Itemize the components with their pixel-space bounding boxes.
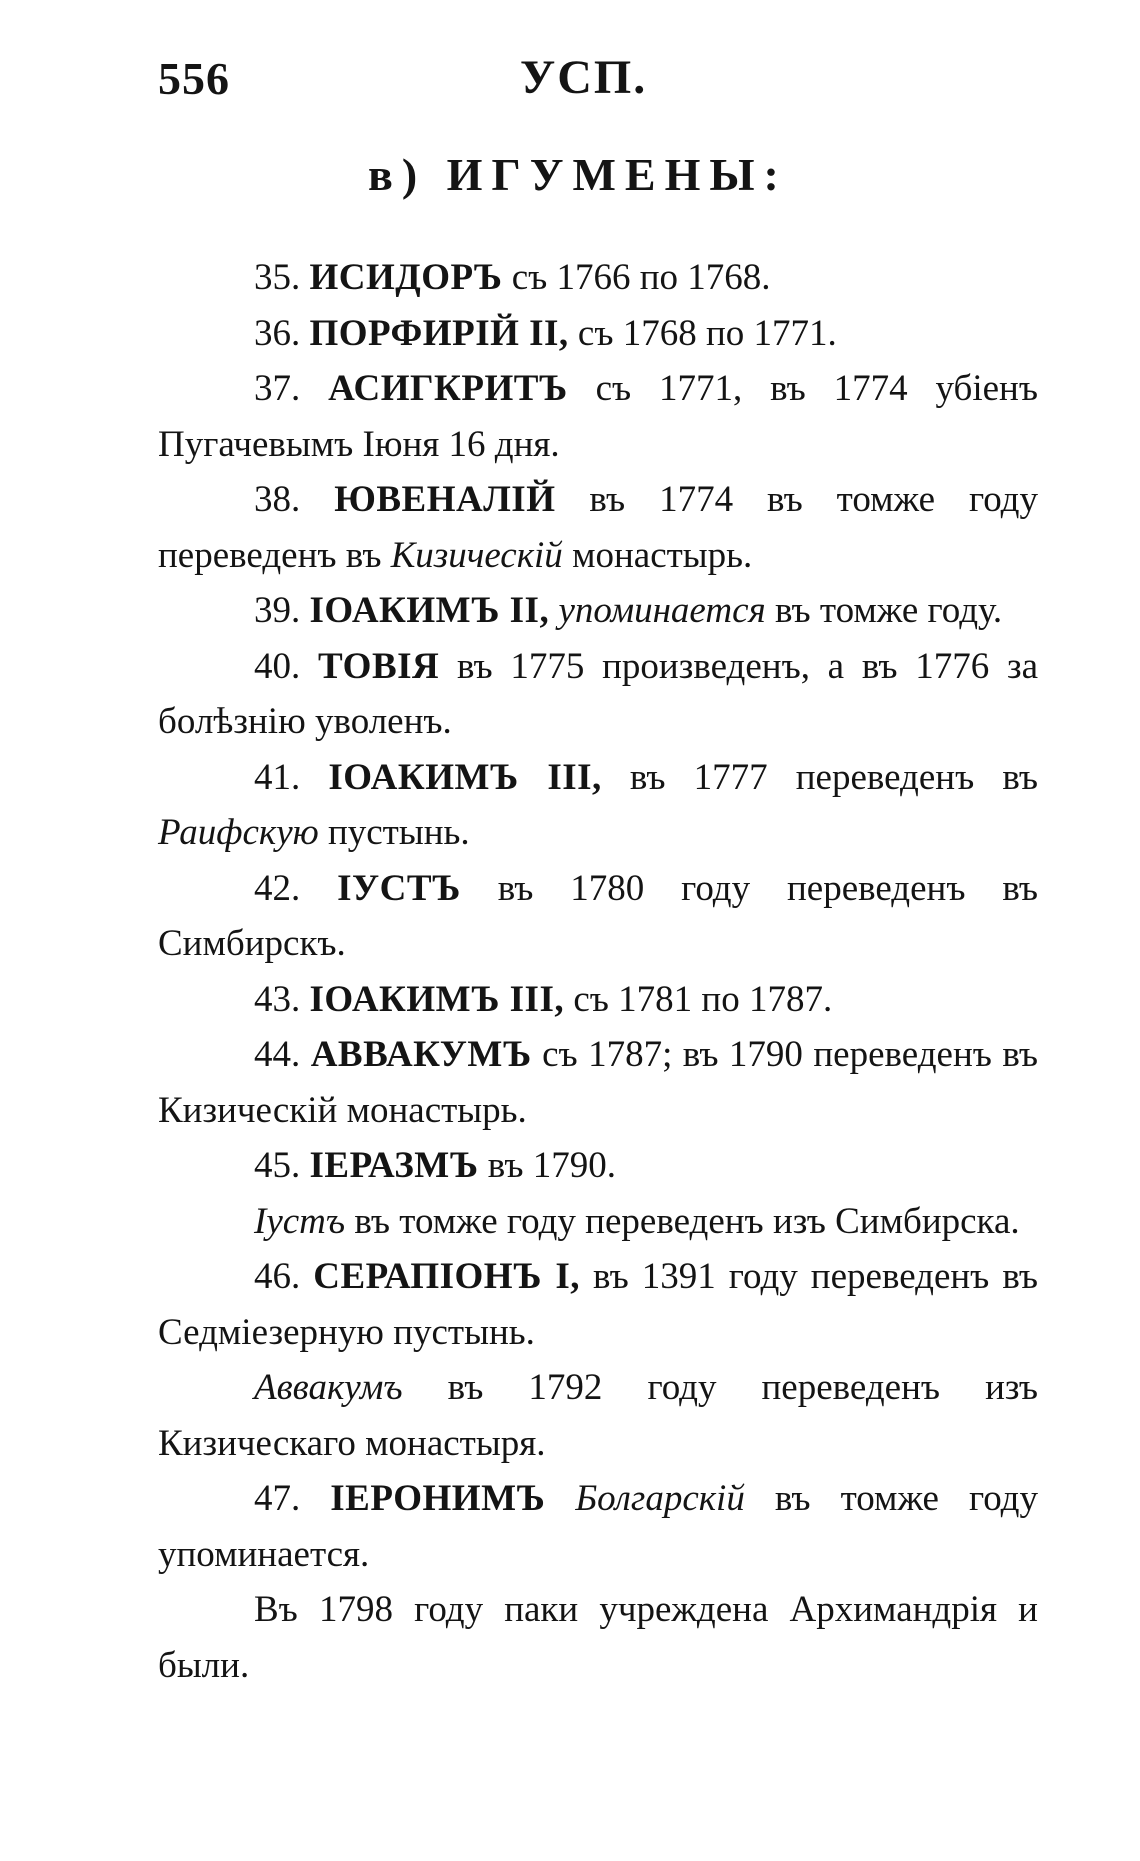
- entry-name: АВВАКУМЪ: [310, 1034, 532, 1075]
- entry-number: 36.: [254, 312, 301, 354]
- entry-text-tail: монастырь.: [562, 534, 753, 576]
- entry-number: 38.: [254, 479, 301, 520]
- note-iust: [158, 1194, 1038, 1250]
- entry-name: ПОРФИРІЙ II,: [309, 312, 569, 354]
- entry-46: [158, 1249, 1038, 1360]
- page-number: 556: [158, 53, 230, 104]
- entry-name: ИСИДОРЪ: [309, 257, 503, 298]
- entry-italic: упоминается: [558, 590, 766, 631]
- entry-name: ІЕРОНИМЪ: [330, 1478, 546, 1519]
- closing-paragraph: [158, 1582, 1038, 1693]
- entry-italic: Кизическій: [390, 534, 563, 576]
- entry-41: [158, 750, 1038, 861]
- running-head: УСП.: [520, 51, 648, 104]
- entry-text: [545, 1478, 575, 1519]
- entry-45: [158, 1138, 1038, 1194]
- entry-number: 47.: [254, 1478, 301, 1519]
- entry-number: 41.: [254, 756, 301, 798]
- entry-name: ІУСТЪ: [337, 867, 461, 909]
- entry-text: съ 1768 по 1771.: [568, 312, 837, 354]
- entry-36: [158, 306, 1038, 362]
- entry-name: АСИГКРИТЪ: [328, 368, 568, 409]
- entry-text-tail: пустынь.: [318, 812, 470, 853]
- entry-number: 40.: [254, 645, 301, 687]
- entry-italic-lead: Іустъ: [254, 1200, 346, 1242]
- entry-number: 44.: [254, 1034, 301, 1075]
- entry-47: [158, 1471, 1038, 1582]
- entry-number: 39.: [254, 590, 301, 631]
- entry-text: съ 1771, въ 1774 убіенъ Пугачевымъ Іюня 16 дня.: [158, 368, 1038, 465]
- entry-40: [158, 639, 1038, 750]
- entry-italic: Болгарскій: [575, 1478, 745, 1519]
- entry-35: [158, 250, 1038, 306]
- entry-text-tail: въ томже году упоминается.: [158, 1478, 1039, 1575]
- entry-number: 43.: [254, 978, 301, 1020]
- section-title: в) ИГУМЕНЫ:: [368, 149, 788, 200]
- entry-text: въ 1790.: [478, 1145, 616, 1186]
- entry-name: ІОАКИМЪ III,: [309, 978, 565, 1020]
- entry-name: ІОАКИМЪ II,: [309, 590, 550, 631]
- entry-italic: Раифскую: [158, 812, 319, 853]
- entry-text: въ 1780 году переведенъ въ Симбирскъ.: [158, 867, 1039, 964]
- entry-39: [158, 583, 1038, 639]
- entry-text: въ 1792 году переведенъ изъ Кизическаго монастыря.: [158, 1367, 1038, 1464]
- entry-number: 46.: [254, 1256, 301, 1297]
- entry-name: СЕРАПІОНЪ I,: [313, 1256, 581, 1297]
- entry-name: ТОВІЯ: [317, 645, 440, 687]
- entry-44: [158, 1027, 1038, 1138]
- entry-text: въ 1775 произведенъ, а въ 1776 за болѣзнію уволенъ.: [158, 645, 1038, 742]
- entry-text: съ 1766 по 1768.: [502, 257, 771, 298]
- entry-43: [158, 972, 1038, 1028]
- entry-text: въ 1391 году переведенъ въ Седміезерную пустынь.: [158, 1256, 1039, 1353]
- entry-text: Въ 1798 году паки учреждена Архимандрія и были.: [158, 1589, 1038, 1686]
- entry-text: съ 1781 по 1787.: [564, 978, 833, 1020]
- text-body: [158, 250, 1038, 1693]
- entry-text: въ 1774 въ томже году переведенъ въ: [158, 479, 1039, 576]
- entry-37: [158, 361, 1038, 472]
- entry-name: ІОАКИМЪ III,: [328, 756, 602, 798]
- entry-name: ЮВЕНАЛІЙ: [334, 479, 556, 520]
- entry-text: въ 1777 переведенъ въ: [601, 756, 1039, 798]
- entry-number: 45.: [254, 1145, 301, 1186]
- entry-text: въ томже году переведенъ изъ Симбирска.: [345, 1200, 1020, 1242]
- entry-name: ІЕРАЗМЪ: [309, 1145, 479, 1186]
- note-avvakum: [158, 1360, 1038, 1471]
- entry-38: [158, 472, 1038, 583]
- entry-italic-lead: Аввакумъ: [254, 1367, 403, 1408]
- entry-text: съ 1787; въ 1790 переведенъ въ Кизическій монастырь.: [158, 1034, 1039, 1131]
- entry-number: 37.: [254, 368, 301, 409]
- entry-text-tail: въ томже году.: [765, 590, 1003, 631]
- entry-42: [158, 861, 1038, 972]
- entry-number: 42.: [254, 867, 301, 909]
- entry-number: 35.: [254, 257, 301, 298]
